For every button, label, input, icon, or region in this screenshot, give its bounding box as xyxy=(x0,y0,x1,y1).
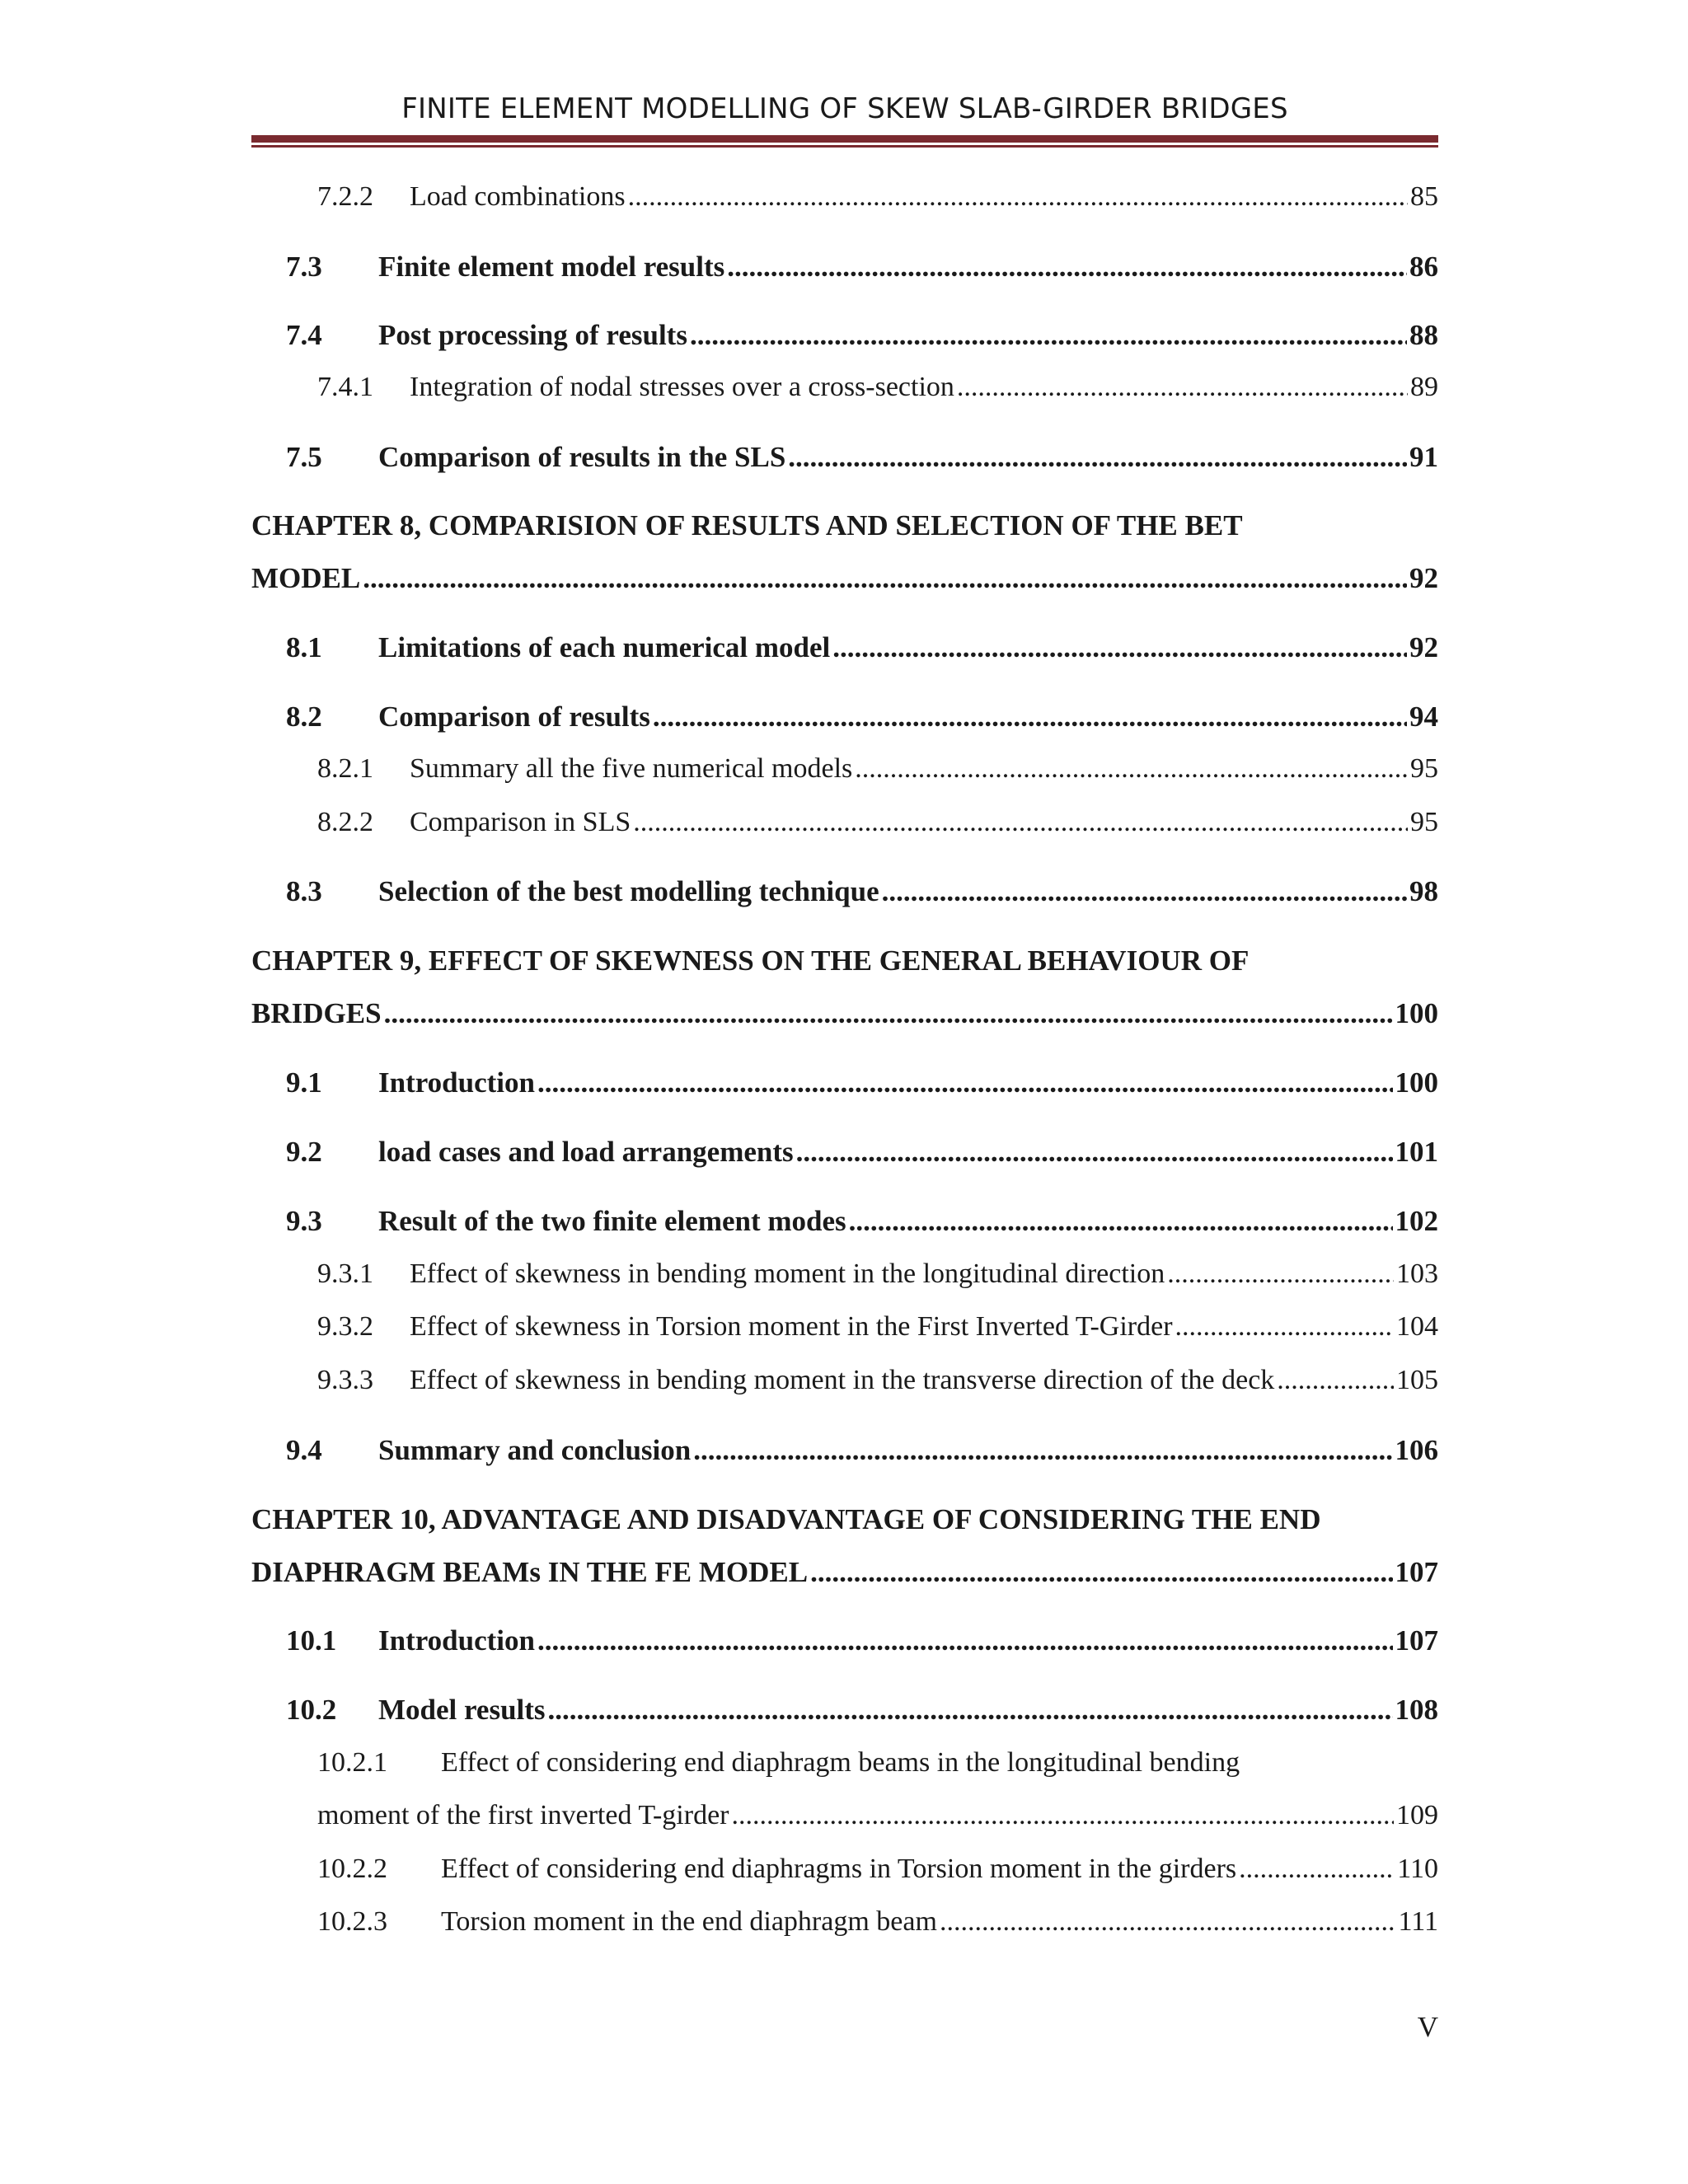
dot-leader xyxy=(1167,1258,1394,1290)
dot-leader xyxy=(1239,1854,1395,1885)
toc-entry-7-3[interactable]: 7.3 Finite element model results ..... 86 xyxy=(251,251,1438,284)
dot-leader xyxy=(940,1906,1396,1938)
dot-leader xyxy=(855,753,1408,785)
toc-entry-7-5[interactable]: 7.5 Comparison of results in the SLS ..... 91 xyxy=(251,441,1438,474)
dot-leader xyxy=(628,181,1408,213)
toc-entry-8-2[interactable]: 8.2 Comparison of results ..... 94 xyxy=(251,701,1438,733)
dot-leader xyxy=(727,251,1407,284)
dot-leader xyxy=(1175,1311,1394,1343)
dot-leader xyxy=(690,319,1407,352)
header-rule-thick xyxy=(251,135,1438,143)
toc-entry-10-2-2[interactable]: 10.2.2 Effect of considering end diaphragms in Torsion moment in the girders ..... 110 xyxy=(251,1854,1438,1885)
dot-leader xyxy=(548,1694,1393,1727)
dot-leader xyxy=(653,701,1407,733)
dot-leader xyxy=(732,1800,1395,1831)
dot-leader xyxy=(849,1205,1393,1238)
toc-entry-10-1[interactable]: 10.1 Introduction ..... 107 xyxy=(251,1624,1438,1657)
toc-entry-9-1[interactable]: 9.1 Introduction ..... 100 xyxy=(251,1066,1438,1099)
dot-leader xyxy=(810,1556,1392,1589)
dot-leader xyxy=(832,631,1407,664)
dot-leader xyxy=(957,372,1408,403)
toc-entry-7-2-2[interactable]: 7.2.2 Load combinations ..... 85 xyxy=(251,181,1438,213)
toc-entry-9-4[interactable]: 9.4 Summary and conclusion ..... 106 xyxy=(251,1434,1438,1467)
header-rule-thin xyxy=(251,145,1438,148)
toc-entry-8-2-2[interactable]: 8.2.2 Comparison in SLS ..... 95 xyxy=(251,807,1438,838)
toc-entry-9-3[interactable]: 9.3 Result of the two finite element modes ..... 102 xyxy=(251,1205,1438,1238)
toc-entry-9-3-3[interactable]: 9.3.3 Effect of skewness in bending moment in the transverse direction of the deck ..... 105 xyxy=(251,1365,1438,1396)
toc-chapter-10-line1[interactable]: CHAPTER 10, ADVANTAGE AND DISADVANTAGE OF CONSIDERING THE END xyxy=(251,1503,1321,1535)
running-header: FINITE ELEMENT MODELLING OF SKEW SLAB-GIRDER BRIDGES xyxy=(401,92,1288,125)
toc-entry-7-4-1[interactable]: 7.4.1 Integration of nodal stresses over a cross-section ..... 89 xyxy=(251,372,1438,403)
toc-entry-8-3[interactable]: 8.3 Selection of the best modelling technique ..... 98 xyxy=(251,875,1438,908)
toc-entry-10-2-1[interactable]: moment of the first inverted T-girder ..... 109 xyxy=(251,1800,1438,1831)
toc-chapter-8[interactable]: MODEL ..... 92 xyxy=(251,562,1438,595)
toc-chapter-9[interactable]: BRIDGES ..... 100 xyxy=(251,997,1438,1030)
dot-leader xyxy=(363,562,1407,595)
dot-leader xyxy=(1277,1365,1394,1396)
dot-leader xyxy=(537,1066,1393,1099)
toc-entry-7-4[interactable]: 7.4 Post processing of results ..... 88 xyxy=(251,319,1438,352)
page-number: V xyxy=(1417,2011,1438,2043)
dot-leader xyxy=(537,1624,1393,1657)
toc-chapter-8-line1[interactable]: CHAPTER 8, COMPARISION OF RESULTS AND SELECTION OF THE BET xyxy=(251,509,1243,541)
dot-leader xyxy=(796,1136,1393,1169)
toc-chapter-9-line1[interactable]: CHAPTER 9, EFFECT OF SKEWNESS ON THE GENERAL BEHAVIOUR OF xyxy=(251,944,1250,977)
dot-leader xyxy=(693,1434,1392,1467)
dot-leader xyxy=(788,441,1407,474)
toc-entry-9-2[interactable]: 9.2 load cases and load arrangements ..... 101 xyxy=(251,1136,1438,1169)
toc-chapter-10[interactable]: DIAPHRAGM BEAMs IN THE FE MODEL ..... 107 xyxy=(251,1556,1438,1589)
toc-entry-10-2-1-line1[interactable]: 10.2.1 Effect of considering end diaphragm beams in the longitudinal bending xyxy=(317,1747,1240,1778)
dot-leader xyxy=(633,807,1408,838)
toc-entry-10-2-3[interactable]: 10.2.3 Torsion moment in the end diaphragm beam ..... 111 xyxy=(251,1906,1438,1938)
toc-entry-8-1[interactable]: 8.1 Limitations of each numerical model ..... 92 xyxy=(251,631,1438,664)
dot-leader xyxy=(882,875,1407,908)
dot-leader xyxy=(384,997,1393,1030)
toc-entry-8-2-1[interactable]: 8.2.1 Summary all the five numerical models ..... 95 xyxy=(251,753,1438,785)
toc-entry-9-3-1[interactable]: 9.3.1 Effect of skewness in bending moment in the longitudinal direction ..... 103 xyxy=(251,1258,1438,1290)
toc-entry-10-2[interactable]: 10.2 Model results ..... 108 xyxy=(251,1694,1438,1727)
toc-entry-9-3-2[interactable]: 9.3.2 Effect of skewness in Torsion moment in the First Inverted T-Girder ..... 104 xyxy=(251,1311,1438,1343)
